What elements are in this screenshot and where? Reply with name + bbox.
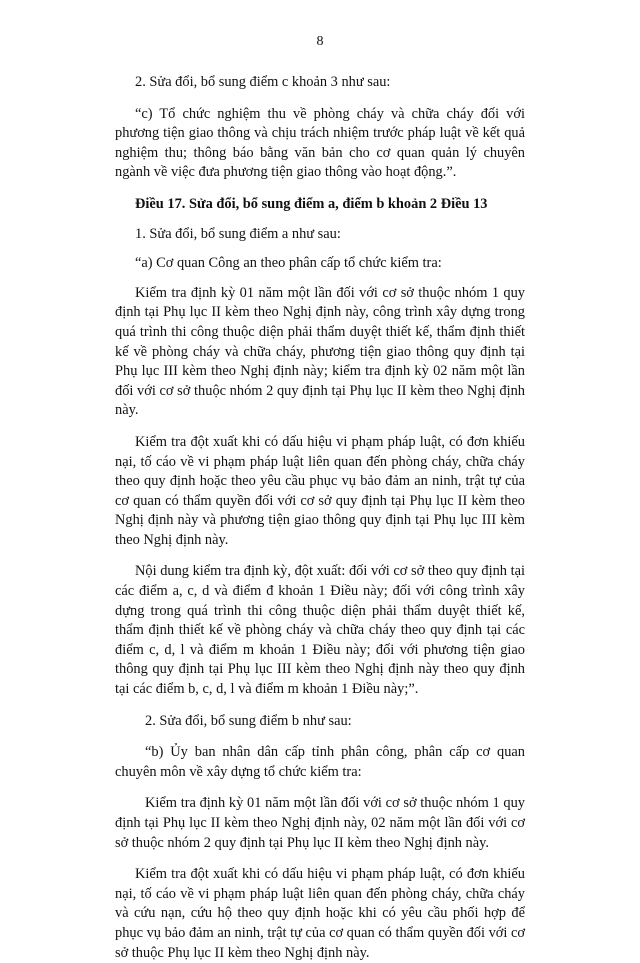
periodic-inspection-police: Kiểm tra định kỳ 01 năm một lần đối với cơ sở thuộc nhóm 1 quy định tại Phụ lục II kèm theo Nghị định này, công trình xây dựng trong quá trình thi công thuộc diện phải thẩm duyệt thiết kế, thẩm định thiết kế về phòng cháy và chữa cháy, phương tiện giao thông quy định tại Phụ lục III kèm theo Nghị định này; kiểm tra định kỳ 02 năm một lần đối với cơ sở thuộc nhóm 2 quy định tại Phụ lục II kèm theo Nghị định này. — [115, 284, 525, 419]
amendment-item-1-intro: 1. Sửa đổi, bổ sung điểm a như sau: — [135, 225, 341, 242]
document-body — [115, 73, 525, 963]
unscheduled-inspection-province: Kiểm tra đột xuất khi có dấu hiệu vi phạm pháp luật, có đơn khiếu nại, tố cáo về vi phạm pháp luật liên quan đến phòng cháy, chữa cháy và cứu nạn, cứu hộ theo quy định hoặc khi có yêu cầu phối hợp để phục vụ bảo đảm an ninh, trật tự của cơ quan có thẩm quyền đối với cơ sở thuộc Phụ lục II kèm theo Nghị định này. — [115, 866, 525, 961]
article-17-heading: Điều 17. Sửa đổi, bổ sung điểm a, điểm b khoản 2 Điều 13 — [135, 195, 488, 212]
amendment-item-2b-intro: 2. Sửa đổi, bổ sung điểm b như sau: — [145, 712, 352, 729]
inspection-content: Nội dung kiểm tra định kỳ, đột xuất: đối với cơ sở theo quy định tại các điểm a, c, d và điểm đ khoản 1 Điều này; đối với công trình xây dựng trong quá trình thi công thuộc diện phải thẩm duyệt thiết kế, thẩm định thiết kế về phòng cháy và chữa cháy theo quy định tại các điểm c, d, l và điểm m khoản 1 Điều này; đối với phương tiện giao thông quy định tại Phụ lục III kèm theo Nghị định này theo quy định tại các điểm b, c, d, l và điểm m khoản 1 Điều này;”. — [115, 563, 525, 698]
unscheduled-inspection-police: Kiểm tra đột xuất khi có dấu hiệu vi phạm pháp luật, có đơn khiếu nại, tố cáo về vi phạm pháp luật liên quan đến phòng cháy, chữa cháy theo quy định hoặc theo yêu cầu phục vụ bảo đảm an ninh, trật tự của cơ quan có thẩm quyền đối với cơ sở quy định tại Phụ lục II kèm theo Nghị định này và phương tiện giao thông quy định tại Phụ lục III kèm theo Nghị định này. — [115, 433, 525, 548]
page-number: 8 — [316, 34, 324, 49]
point-a-intro: “a) Cơ quan Công an theo phân cấp tổ chức kiểm tra: — [135, 255, 442, 272]
point-b-intro: “b) Ủy ban nhân dân cấp tỉnh phân công, phân cấp cơ quan chuyên môn về xây dựng tổ chức kiểm tra: — [115, 744, 525, 780]
periodic-inspection-province: Kiểm tra định kỳ 01 năm một lần đối với cơ sở thuộc nhóm 1 quy định tại Phụ lục II kèm theo Nghị định này, 02 năm một lần đối với cơ sở thuộc nhóm 2 quy định tại Phụ lục II kèm theo Nghị định này. — [115, 795, 525, 851]
point-c-text: “c) Tổ chức nghiệm thu về phòng cháy và chữa cháy đối với phương tiện giao thông và chịu trách nhiệm trước pháp luật về kết quả nghiệm thu; thông báo bằng văn bản cho cơ quan quản lý chuyên ngành về việc đưa phương tiện giao thông vào hoạt động.”. — [115, 105, 525, 181]
amendment-item-2-intro: 2. Sửa đổi, bổ sung điểm c khoản 3 như sau: — [135, 74, 391, 90]
